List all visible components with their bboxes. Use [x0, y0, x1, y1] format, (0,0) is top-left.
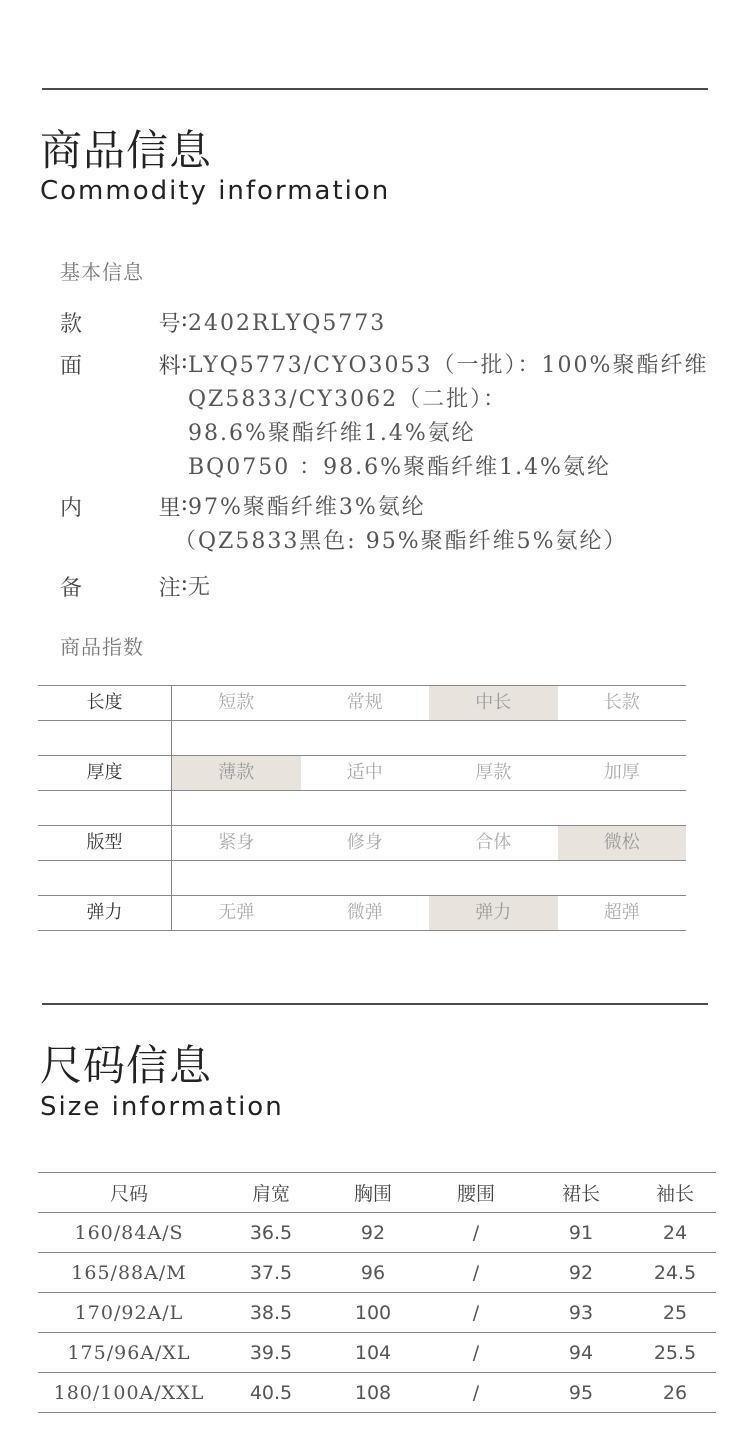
info-value-line: LYQ5773/CYO3053（一批）：100%聚酯纤维	[188, 353, 709, 378]
info-key-1: 面	[60, 354, 83, 379]
size-cell: 24	[634, 1213, 716, 1253]
info-value-line: （QZ5833黑色: 95%聚酯纤维5%氨纶）	[174, 529, 628, 554]
index-spacer	[38, 860, 686, 895]
size-title-cn: 尺码信息	[40, 1041, 213, 1090]
index-name: 厚度	[38, 756, 172, 790]
info-value-line: QZ5833/CY3062（二批）：	[188, 387, 508, 412]
size-col-header: 肩宽	[220, 1173, 322, 1213]
size-cell: /	[424, 1293, 528, 1333]
table-row	[38, 1333, 716, 1373]
size-cell: 170/92A/L	[38, 1293, 220, 1333]
info-key-1: 款	[60, 312, 83, 337]
commodity-title-cn: 商品信息	[40, 126, 213, 175]
size-cell: 25	[634, 1293, 716, 1333]
index-option: 微松	[558, 826, 687, 860]
basic-info-label: 基本信息	[60, 260, 144, 284]
size-cell: 93	[528, 1293, 634, 1333]
size-cell: 39.5	[220, 1333, 322, 1373]
index-spacer	[38, 790, 686, 825]
info-value-line: 98.6%聚酯纤维1.4%氨纶	[188, 421, 476, 446]
info-row-fabric	[60, 349, 708, 485]
index-row-fit	[38, 825, 686, 860]
index-label: 商品指数	[60, 635, 144, 659]
index-name: 弹力	[38, 896, 172, 930]
size-cell: 92	[322, 1213, 424, 1253]
size-cell: 175/96A/XL	[38, 1333, 220, 1373]
table-row	[38, 1293, 716, 1333]
size-cell: 36.5	[220, 1213, 322, 1253]
size-cell: 40.5	[220, 1373, 322, 1413]
index-name: 长度	[38, 686, 172, 720]
size-col-header: 袖长	[634, 1173, 716, 1213]
info-row-remark	[60, 571, 212, 605]
size-cell: 38.5	[220, 1293, 322, 1333]
index-option: 短款	[218, 692, 255, 713]
index-option: 弹力	[429, 896, 558, 930]
index-row-length	[38, 685, 686, 720]
info-row-style-no	[60, 307, 386, 341]
size-col-header: 胸围	[322, 1173, 424, 1213]
info-value-line: 97%聚酯纤维3%氨纶	[188, 495, 426, 520]
size-table	[38, 1172, 716, 1413]
size-cell: 104	[322, 1333, 424, 1373]
size-cell: 180/100A/XXL	[38, 1373, 220, 1413]
size-cell: 165/88A/M	[38, 1253, 220, 1293]
size-cell: /	[424, 1213, 528, 1253]
info-colon: :	[180, 307, 188, 332]
size-cell: /	[424, 1333, 528, 1373]
size-title-en: Size information	[40, 1092, 284, 1122]
index-option: 合体	[475, 832, 512, 853]
index-spacer	[38, 720, 686, 755]
index-option: 厚款	[475, 762, 512, 783]
info-colon: :	[180, 349, 188, 374]
info-key-1: 备	[60, 576, 83, 601]
index-row-thickness	[38, 755, 686, 790]
size-cell: 25.5	[634, 1333, 716, 1373]
size-cell: 92	[528, 1253, 634, 1293]
index-option: 薄款	[172, 756, 301, 790]
size-divider	[42, 1003, 708, 1005]
size-col-header: 裙长	[528, 1173, 634, 1213]
index-option: 长款	[603, 692, 640, 713]
index-option: 微弹	[346, 902, 383, 923]
size-col-header: 尺码	[38, 1173, 220, 1213]
index-option: 紧身	[218, 832, 255, 853]
commodity-title-en: Commodity information	[40, 176, 391, 206]
info-key-2: 料	[158, 354, 181, 379]
info-row-lining	[60, 491, 628, 559]
index-row-elasticity	[38, 895, 686, 931]
info-colon: :	[180, 491, 188, 516]
size-cell: 100	[322, 1293, 424, 1333]
info-colon: :	[180, 571, 188, 596]
size-cell: 26	[634, 1373, 716, 1413]
info-key-2: 号	[158, 312, 181, 337]
size-cell: 24.5	[634, 1253, 716, 1293]
index-option: 修身	[346, 832, 383, 853]
info-key-1: 内	[60, 496, 83, 521]
info-value-line: 无	[188, 575, 213, 600]
size-cell: 37.5	[220, 1253, 322, 1293]
size-cell: 91	[528, 1213, 634, 1253]
size-cell: /	[424, 1253, 528, 1293]
index-option: 无弹	[218, 902, 255, 923]
index-option: 中长	[429, 686, 558, 720]
size-cell: 108	[322, 1373, 424, 1413]
index-option: 加厚	[603, 762, 640, 783]
table-row	[38, 1373, 716, 1413]
product-index-table	[38, 685, 686, 931]
size-table-header	[38, 1173, 716, 1213]
size-cell: 96	[322, 1253, 424, 1293]
size-cell: 160/84A/S	[38, 1213, 220, 1253]
info-value-line: BQ0750 ：98.6%聚酯纤维1.4%氨纶	[188, 455, 611, 480]
top-divider	[42, 88, 708, 90]
info-value-line: 2402RLYQ5773	[188, 311, 387, 336]
index-name: 版型	[38, 826, 172, 860]
table-row	[38, 1253, 716, 1293]
size-cell: 94	[528, 1333, 634, 1373]
index-option: 适中	[346, 762, 383, 783]
info-key-2: 里	[158, 496, 181, 521]
table-row	[38, 1213, 716, 1253]
size-col-header: 腰围	[424, 1173, 528, 1213]
size-cell: /	[424, 1373, 528, 1413]
info-key-2: 注	[158, 576, 181, 601]
index-option: 超弹	[603, 902, 640, 923]
index-option: 常规	[346, 692, 383, 713]
size-cell: 95	[528, 1373, 634, 1413]
